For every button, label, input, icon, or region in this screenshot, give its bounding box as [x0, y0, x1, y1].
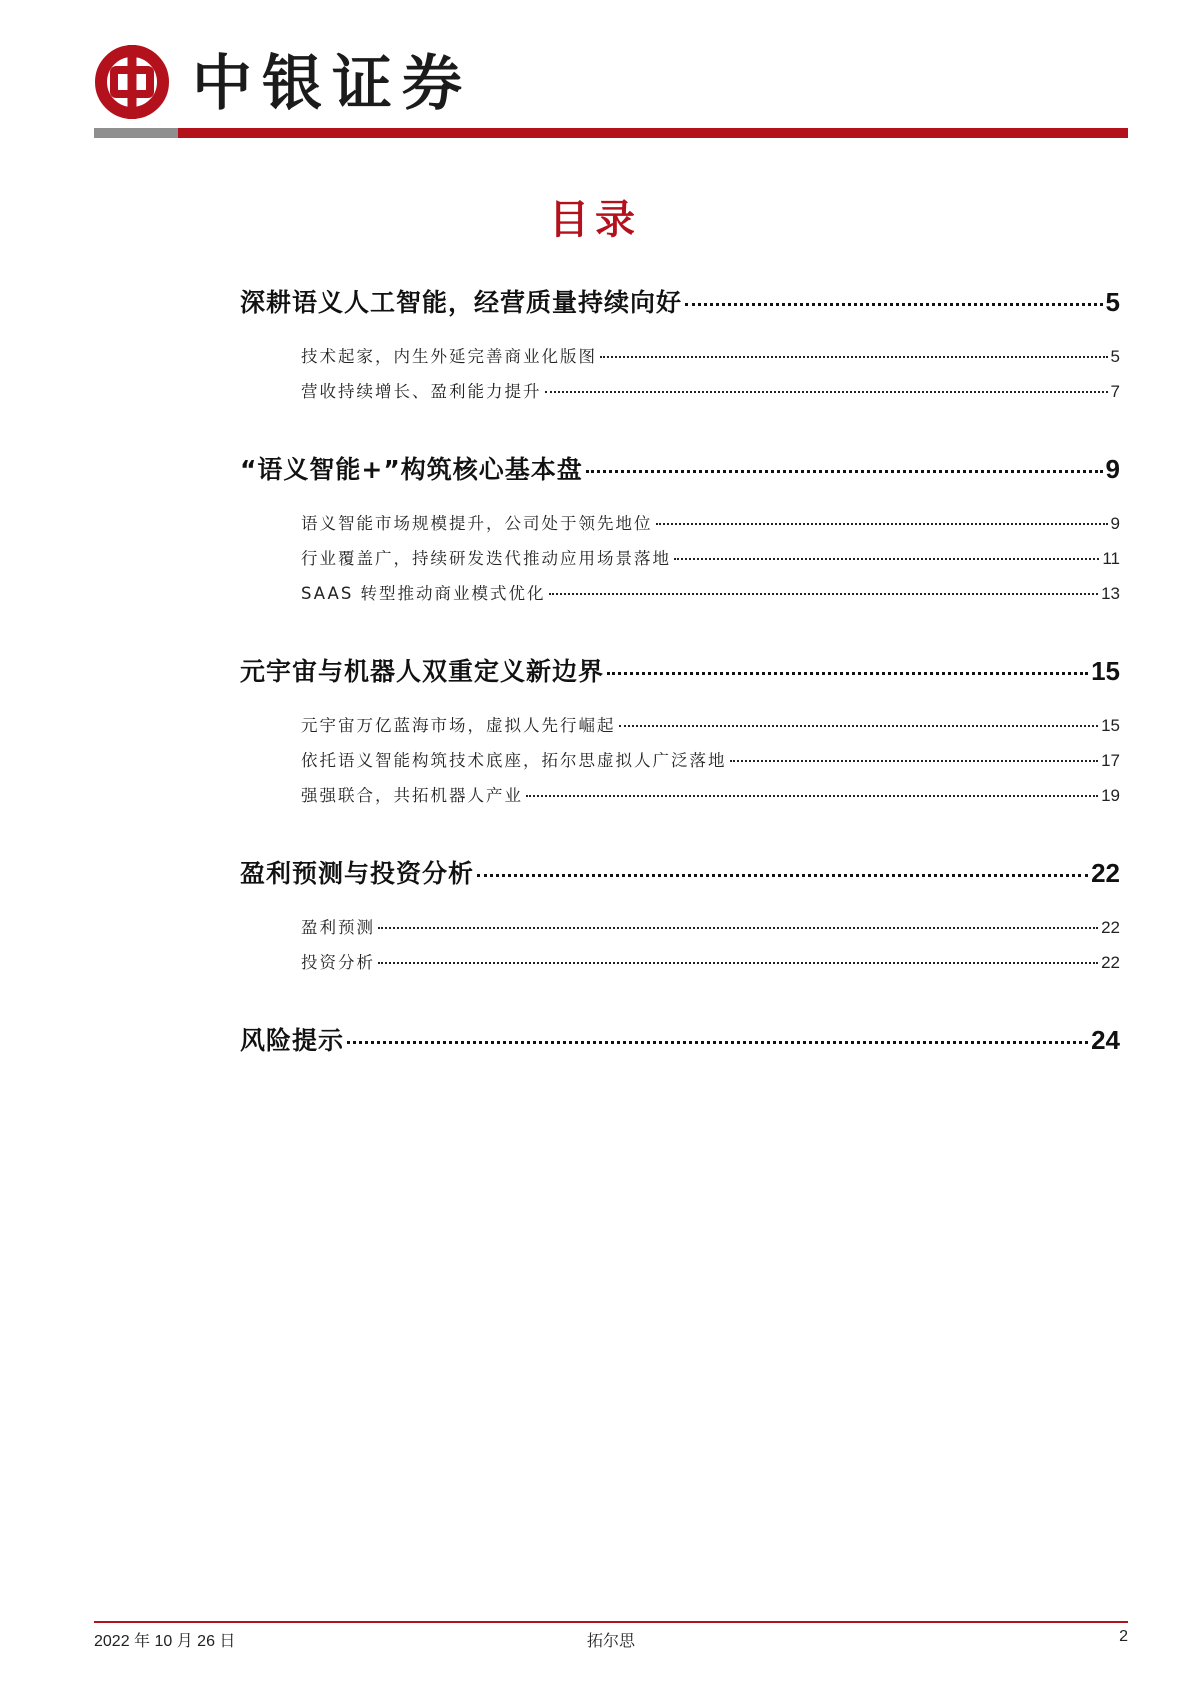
- toc-subsection-title: 技术起家，内生外延完善商业化版图: [301, 347, 597, 366]
- toc-subsection[interactable]: [240, 541, 1120, 576]
- header-bar-gray: [94, 128, 178, 138]
- toc-section-page: 5: [1105, 287, 1120, 317]
- report-header: [94, 44, 1114, 130]
- toc-subsection-page: 13: [1101, 584, 1120, 603]
- toc-subsection[interactable]: [240, 576, 1120, 611]
- dot-leader: [347, 1041, 1088, 1044]
- brand-name: 中银证券: [192, 49, 472, 119]
- company-name: 拓尔思: [586, 1631, 635, 1650]
- toc-section-title: 盈利预测与投资分析: [240, 859, 475, 888]
- dot-leader: [549, 593, 1099, 595]
- toc-subsection-title: 盈利预测: [301, 918, 375, 937]
- toc-section-title: 深耕语义人工智能，经营质量持续向好: [240, 288, 683, 317]
- toc-section-page: 24: [1091, 1025, 1120, 1055]
- dot-leader: [674, 558, 1099, 560]
- dot-leader: [600, 356, 1108, 358]
- toc-subsection-page: 22: [1101, 918, 1120, 937]
- dot-leader: [730, 760, 1099, 762]
- toc-subsection[interactable]: [240, 743, 1120, 778]
- toc-section[interactable]: [240, 282, 1120, 322]
- toc-subsection-title: 语义智能市场规模提升，公司处于领先地位: [301, 514, 653, 533]
- header-bar-red: [178, 128, 1128, 138]
- toc-subsection-page: 19: [1101, 786, 1120, 805]
- toc-subsection-page: 5: [1110, 347, 1120, 366]
- dot-leader: [477, 874, 1088, 877]
- toc-section[interactable]: [240, 1020, 1120, 1060]
- toc-subsection-title: 元宇宙万亿蓝海市场，虚拟人先行崛起: [301, 716, 616, 735]
- toc-subsection[interactable]: [240, 910, 1120, 945]
- dot-leader: [656, 523, 1108, 525]
- toc-subsection-page: 11: [1102, 549, 1120, 568]
- report-date: 2022 年 10 月 26 日: [94, 1633, 236, 1650]
- toc-subsection[interactable]: [240, 339, 1120, 374]
- toc-subsection[interactable]: [240, 374, 1120, 409]
- dot-leader: [545, 391, 1108, 393]
- dot-leader: [526, 795, 1098, 797]
- page-number: 2: [1119, 1628, 1128, 1645]
- toc-section-title: “语义智能+”构筑核心基本盘: [240, 455, 583, 484]
- toc-section-page: 9: [1105, 454, 1120, 484]
- toc-title: 目录: [549, 196, 641, 243]
- toc-subsection-page: 17: [1101, 751, 1120, 770]
- toc-section-title: 元宇宙与机器人双重定义新边界: [240, 657, 605, 686]
- toc-section[interactable]: [240, 449, 1120, 489]
- toc-subsection-title: 投资分析: [301, 953, 375, 972]
- toc-subsection-title: 强强联合，共拓机器人产业: [301, 786, 523, 805]
- toc-subsection-title: 行业覆盖广，持续研发迭代推动应用场景落地: [301, 549, 671, 568]
- dot-leader: [685, 303, 1103, 306]
- dot-leader: [586, 470, 1103, 473]
- toc-subsection-title: 依托语义智能构筑技术底座，拓尔思虚拟人广泛落地: [301, 751, 727, 770]
- page-footer: [94, 1628, 1128, 1652]
- dot-leader: [607, 672, 1088, 675]
- toc-subsection-page: 9: [1110, 514, 1120, 533]
- toc-subsection-title: 营收持续增长、盈利能力提升: [301, 382, 542, 401]
- dot-leader: [378, 927, 1098, 929]
- dot-leader: [619, 725, 1099, 727]
- toc-section-page: 22: [1091, 858, 1120, 888]
- toc-subsection[interactable]: [240, 945, 1120, 980]
- toc-subsection[interactable]: [240, 708, 1120, 743]
- toc-subsection-title: SAAS 转型推动商业模式优化: [301, 584, 546, 603]
- toc-subsection[interactable]: [240, 506, 1120, 541]
- bank-of-china-logo-icon: [94, 44, 170, 120]
- table-of-contents: [240, 282, 1120, 1060]
- toc-subsection-page: 22: [1101, 953, 1120, 972]
- toc-section[interactable]: [240, 651, 1120, 691]
- toc-section-title: 风险提示: [240, 1026, 345, 1055]
- dot-leader: [378, 962, 1098, 964]
- toc-section-page: 15: [1091, 656, 1120, 686]
- toc-section[interactable]: [240, 853, 1120, 893]
- toc-subsection-page: 15: [1101, 716, 1120, 735]
- toc-subsection-page: 7: [1110, 382, 1120, 401]
- toc-subsection[interactable]: [240, 778, 1120, 813]
- footer-rule: [94, 1621, 1128, 1623]
